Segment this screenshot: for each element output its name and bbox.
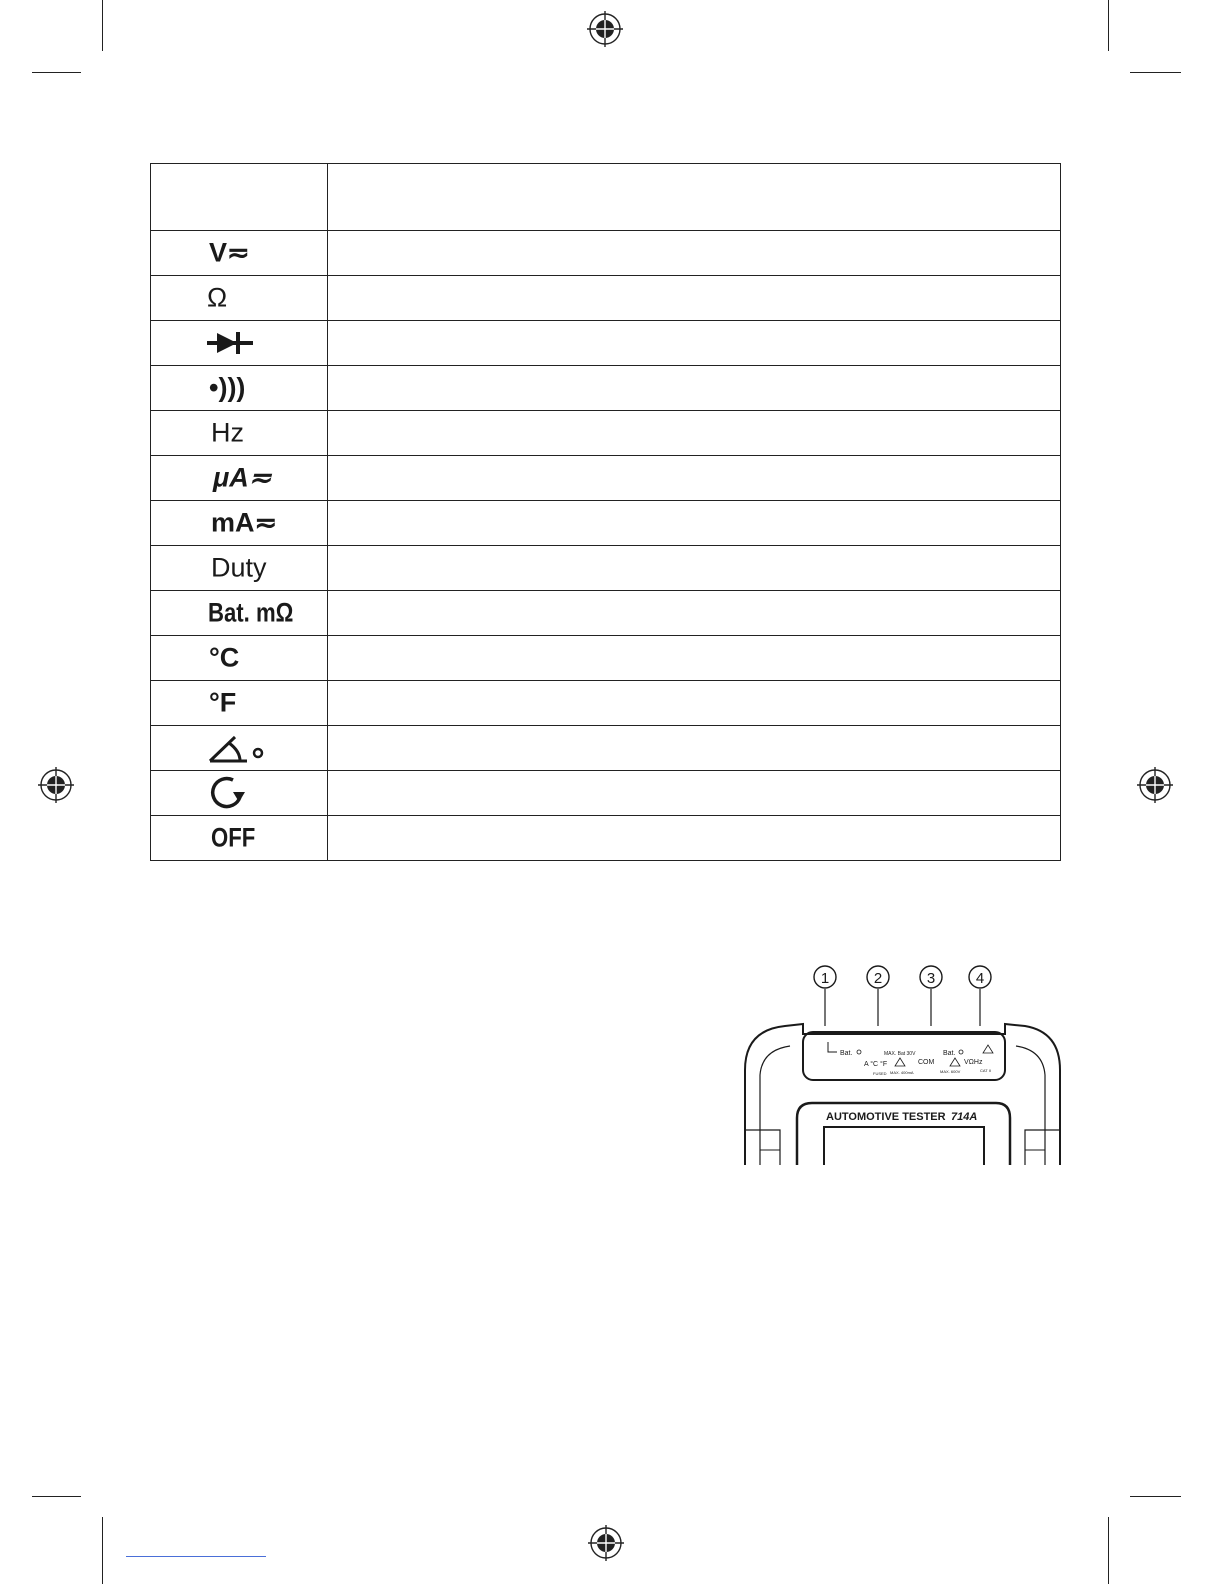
registration-mark-right-icon [1135,765,1175,805]
symbol-cell [151,771,328,816]
crop-mark-top-left-horizontal [32,72,81,73]
table-row [151,501,1061,546]
symbol-cell [151,726,328,771]
dwell-angle-icon [207,731,267,765]
description-cell [327,816,1060,861]
description-cell [327,681,1060,726]
label-com: COM [918,1059,935,1066]
volt-symbol: V≂ [209,237,250,268]
table-row [151,771,1061,816]
symbol-cell [151,411,328,456]
symbol-cell [151,681,328,726]
symbol-cell [151,636,328,681]
fahrenheit-symbol: °F [209,687,237,718]
description-cell [327,591,1060,636]
model-label: AUTOMOTIVE TESTER [826,1111,946,1123]
callout-4: 4 [975,970,985,987]
symbol-cell [151,321,328,366]
registration-mark-bottom-icon [586,1523,626,1563]
celsius-symbol: °C [209,642,240,673]
table-row [151,411,1061,456]
table-row [151,366,1061,411]
registration-mark-left-icon [36,765,76,805]
label-vohz: VΩHz [964,1059,983,1066]
label-max-volt: MAX. 600V [940,1069,961,1074]
milliamp-symbol: mA≂ [211,507,278,538]
callout-3: 3 [926,970,936,987]
rpm-rotation-icon [207,775,247,811]
microamp-symbol: μA≂ [213,462,272,493]
duty-symbol: Duty [211,552,267,583]
ohm-symbol: Ω [207,282,228,313]
function-symbol-table [150,163,1061,861]
label-max-current: MAX. 400mA [890,1070,914,1075]
description-cell [327,546,1060,591]
description-cell [327,411,1060,456]
symbol-cell [151,366,328,411]
table-header-row [151,164,1061,231]
description-cell [327,726,1060,771]
continuity-symbol: •))) [209,372,246,403]
label-bat-plus: Bat. [840,1050,853,1057]
description-cell [327,366,1060,411]
registration-mark-top-icon [585,9,625,49]
input-jacks-diagram [740,960,1070,1170]
hz-symbol: Hz [211,417,244,448]
callout-2: 2 [873,970,883,987]
description-cell [327,231,1060,276]
diode-icon [207,330,253,356]
off-symbol: OFF [211,822,256,853]
header-description-cell [327,164,1060,231]
description-cell [327,321,1060,366]
label-bat-minus: Bat. [943,1050,956,1057]
bottom-rule [126,1556,266,1557]
crop-mark-bottom-right-vertical [1108,1517,1109,1584]
crop-mark-bottom-left-horizontal [32,1496,81,1497]
symbol-cell [151,456,328,501]
table-row [151,321,1061,366]
description-cell [327,456,1060,501]
table-row [151,726,1061,771]
table-row [151,816,1061,861]
description-cell [327,636,1060,681]
description-cell [327,771,1060,816]
table-row [151,546,1061,591]
label-cat: CAT II [980,1068,991,1073]
label-max-bat: MAX. Bat 30V [884,1051,916,1057]
table-row [151,231,1061,276]
label-temperature: A °C °F [864,1061,888,1068]
symbol-cell [151,591,328,636]
crop-mark-bottom-right-horizontal [1130,1496,1181,1497]
symbol-cell [151,231,328,276]
crop-mark-top-right-horizontal [1130,72,1181,73]
crop-mark-top-right-vertical [1108,0,1109,51]
table-row [151,681,1061,726]
callout-1: 1 [820,970,830,987]
battery-resistance-symbol: Bat. mΩ [208,597,294,628]
table-row [151,591,1061,636]
symbol-cell [151,816,328,861]
description-cell [327,501,1060,546]
crop-mark-top-left-vertical [102,0,103,51]
symbol-cell [151,501,328,546]
table-row [151,456,1061,501]
table-row [151,276,1061,321]
crop-mark-bottom-left-vertical [102,1517,103,1584]
label-fused: FUSED [873,1071,887,1076]
description-cell [327,276,1060,321]
model-number: 714A [951,1111,978,1123]
symbol-cell [151,546,328,591]
header-symbol-cell [151,164,328,231]
symbol-cell [151,276,328,321]
table-row [151,636,1061,681]
